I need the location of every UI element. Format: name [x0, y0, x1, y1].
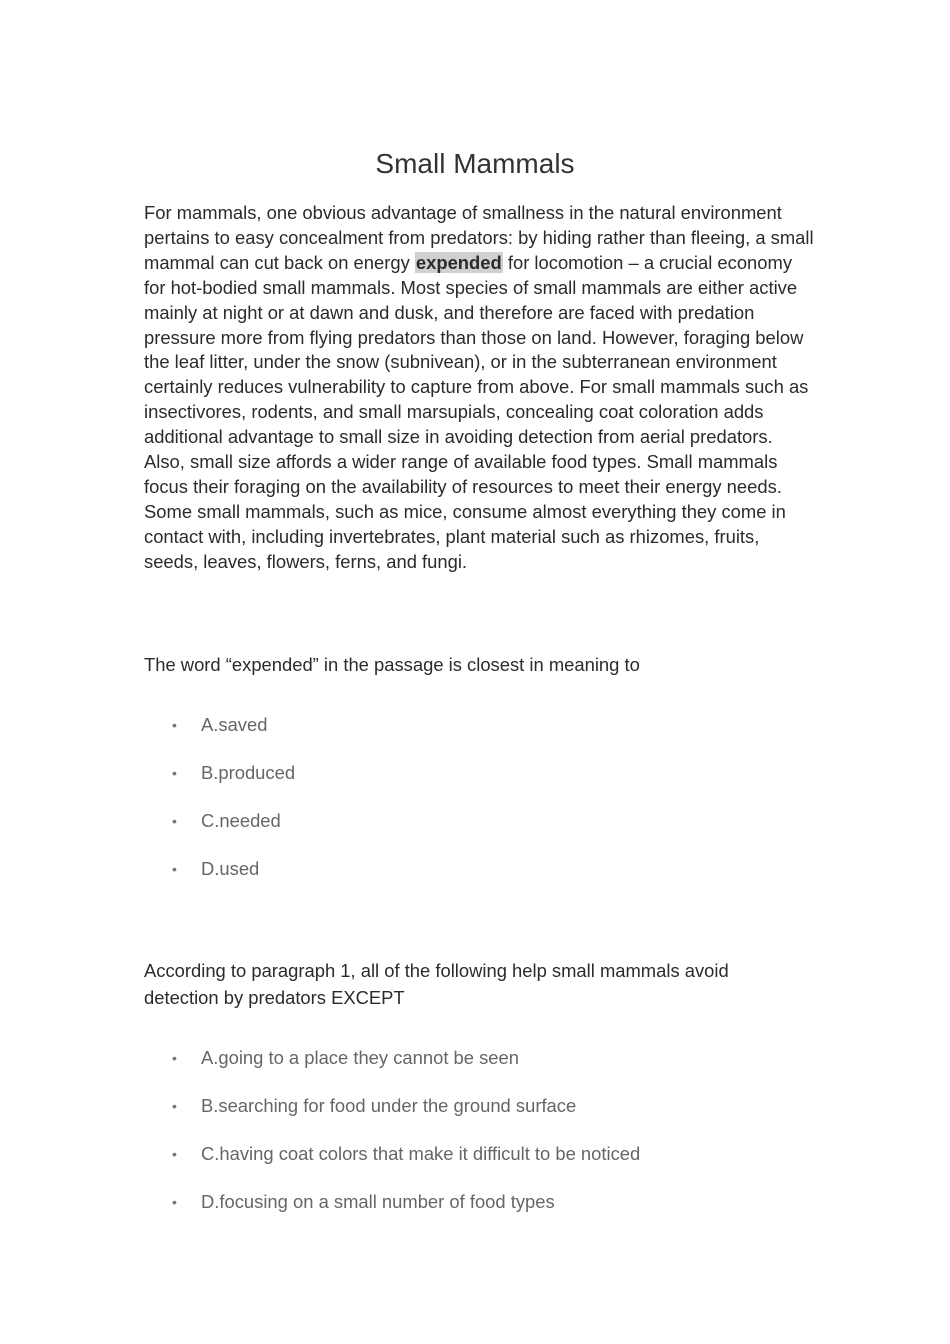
question-1-options — [144, 713, 295, 905]
option-label: C.needed — [201, 810, 281, 831]
bullet-icon: • — [172, 717, 177, 733]
option-label: A.going to a place they cannot be seen — [201, 1047, 519, 1068]
question-1-option-b[interactable] — [144, 761, 295, 809]
bullet-icon: • — [172, 1194, 177, 1210]
question-1-option-c[interactable] — [144, 809, 295, 857]
question-2-option-b[interactable] — [144, 1094, 640, 1142]
question-2-text: According to paragraph 1, all of the following help small mammals avoid detection by predators EXCEPT — [144, 960, 729, 1008]
passage-text-after: for locomotion – a crucial economy for hot-bodied small mammals. Most species of small mammals are either active mainly at night or at dawn and dusk, and therefore are faced with predation pressure more from flying predators than those on land. However, foraging below the leaf litter, under the snow (subnivean), or in the subterranean environment certainly reduces vulnerability to capture from above. For small mammals such as insectivores, rodents, and small marsupials, concealing coat coloration adds additional advantage to small size in avoiding detection from aerial predators. Also, small size affords a wider range of available food types. Small mammals focus their foraging on the availability of resources to meet their energy needs. Some small mammals, such as mice, consume almost everything they come in contact with, including invertebrates, plant material such as rhizomes, fruits, seeds, leaves, flowers, ferns, and fungi. — [144, 251, 809, 572]
option-label: C.having coat colors that make it difficult to be noticed — [201, 1143, 641, 1164]
bullet-icon: • — [172, 861, 177, 877]
bullet-icon: • — [172, 813, 177, 829]
question-2-option-d[interactable] — [144, 1190, 640, 1238]
option-label: B.produced — [201, 762, 296, 783]
highlighted-word: expended — [415, 251, 502, 273]
question-2-options — [144, 1046, 640, 1238]
option-label: A.saved — [201, 714, 268, 735]
question-2-option-a[interactable] — [144, 1046, 640, 1094]
page-title: Small Mammals — [375, 148, 575, 179]
option-label: B.searching for food under the ground surface — [201, 1095, 577, 1116]
question-1-option-a[interactable] — [144, 713, 295, 761]
bullet-icon: • — [172, 1098, 177, 1114]
option-label: D.used — [201, 858, 260, 879]
option-label: D.focusing on a small number of food types — [201, 1191, 555, 1212]
bullet-icon: • — [172, 1050, 177, 1066]
bullet-icon: • — [172, 1146, 177, 1162]
bullet-icon: • — [172, 765, 177, 781]
passage-text-before: For mammals, one obvious advantage of smallness in the natural environment pertains to easy concealment from predators: by hiding rather than fleeing, a small mammal can cut back on energy — [144, 202, 814, 273]
question-1-text: The word “expended” in the passage is closest in meaning to — [144, 654, 640, 675]
question-1-option-d[interactable] — [144, 857, 295, 905]
passage-paragraph — [144, 201, 816, 575]
question-2-option-c[interactable] — [144, 1142, 640, 1190]
